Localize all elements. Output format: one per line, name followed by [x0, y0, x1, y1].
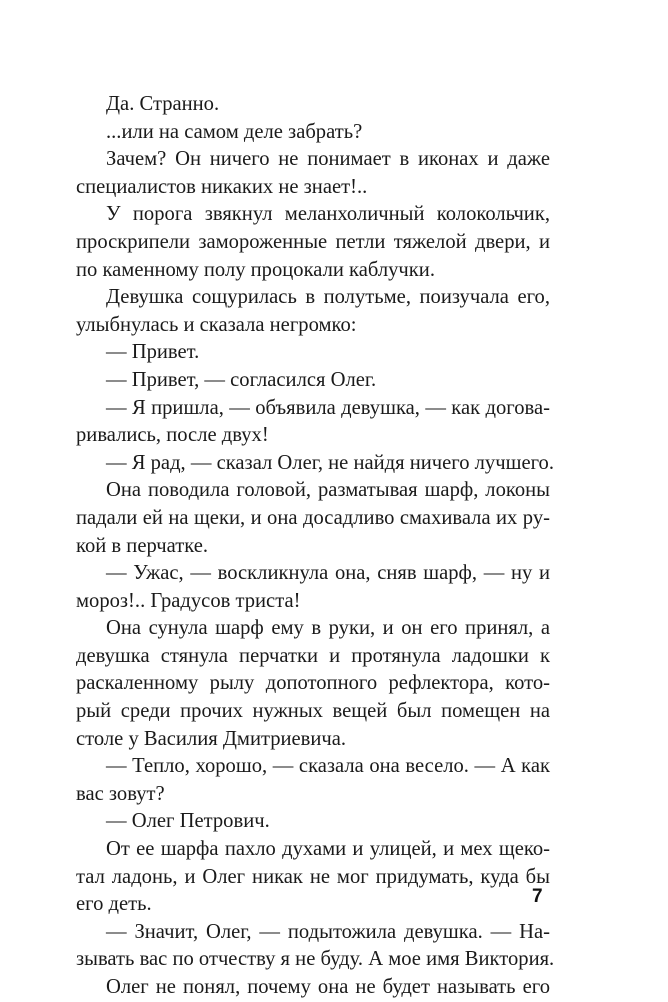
body-text: [76, 91, 555, 1002]
text-line: улыбнулась и сказала негромко:: [76, 313, 357, 336]
text-line: рый среди прочих нужных вещей был помещен на: [76, 700, 550, 723]
text-line: девушка стянула перчатки и протянула ладошки к: [76, 644, 550, 667]
text-line: — Олег Петрович.: [106, 810, 270, 833]
text-line: — Ужас, — воскликнула она, сняв шарф, — ну и: [106, 562, 550, 585]
text-line: по каменному полу процокали каблучки.: [76, 258, 435, 281]
text-line: — Значит, Олег, — подытожила девушка. — На-: [106, 920, 550, 943]
text-line: Девушка сощурилась в полутьме, поизучала его,: [106, 286, 550, 309]
text-line: вас зовут?: [76, 782, 165, 805]
text-line: специалистов никаких не знает!..: [76, 175, 368, 198]
text-line: раскаленному рылу допотопного рефлектора, кото-: [76, 672, 550, 695]
text-line: столе у Василия Дмитриевича.: [76, 727, 347, 750]
page-number: 7: [532, 886, 543, 907]
text-line: кой в перчатке.: [76, 534, 208, 557]
text-line: Зачем? Он ничего не понимает в иконах и даже: [106, 148, 550, 171]
text-line: ...или на самом деле забрать?: [106, 120, 363, 143]
text-line: зывать вас по отчеству я не буду. А мое имя Виктория.: [76, 948, 555, 971]
text-line: — Тепло, хорошо, — сказала она весело. — А как: [106, 755, 550, 778]
text-line: Она поводила головой, разматывая шарф, локоны: [106, 479, 550, 502]
text-line: Она сунула шарф ему в руки, и он его принял, а: [106, 617, 550, 640]
text-line: тал ладонь, и Олег никак не мог придумать, куда бы: [76, 865, 550, 888]
text-line: — Привет.: [106, 341, 200, 364]
text-line: ривались, после двух!: [76, 424, 269, 447]
text-line: У порога звякнул меланхоличный колокольчик,: [106, 203, 550, 226]
text-line: — Привет, — согласился Олег.: [106, 368, 377, 391]
text-line: — Я рад, — сказал Олег, не найдя ничего лучшего.: [106, 451, 554, 474]
text-line: проскрипели замороженные петли тяжелой двери, и: [76, 230, 550, 253]
text-line: падали ей на щеки, и она досадливо смахивала их ру-: [76, 506, 550, 529]
text-line: Олег не понял, почему она не будет называть его: [106, 976, 550, 998]
text-line: От ее шарфа пахло духами и улицей, и мех щеко-: [106, 838, 550, 861]
text-line: мороз!.. Градусов триста!: [76, 589, 301, 612]
text-line: — Я пришла, — объявила девушка, — как догова-: [106, 396, 550, 419]
text-line: Да. Странно.: [106, 93, 220, 115]
text-line: его деть.: [76, 893, 152, 916]
